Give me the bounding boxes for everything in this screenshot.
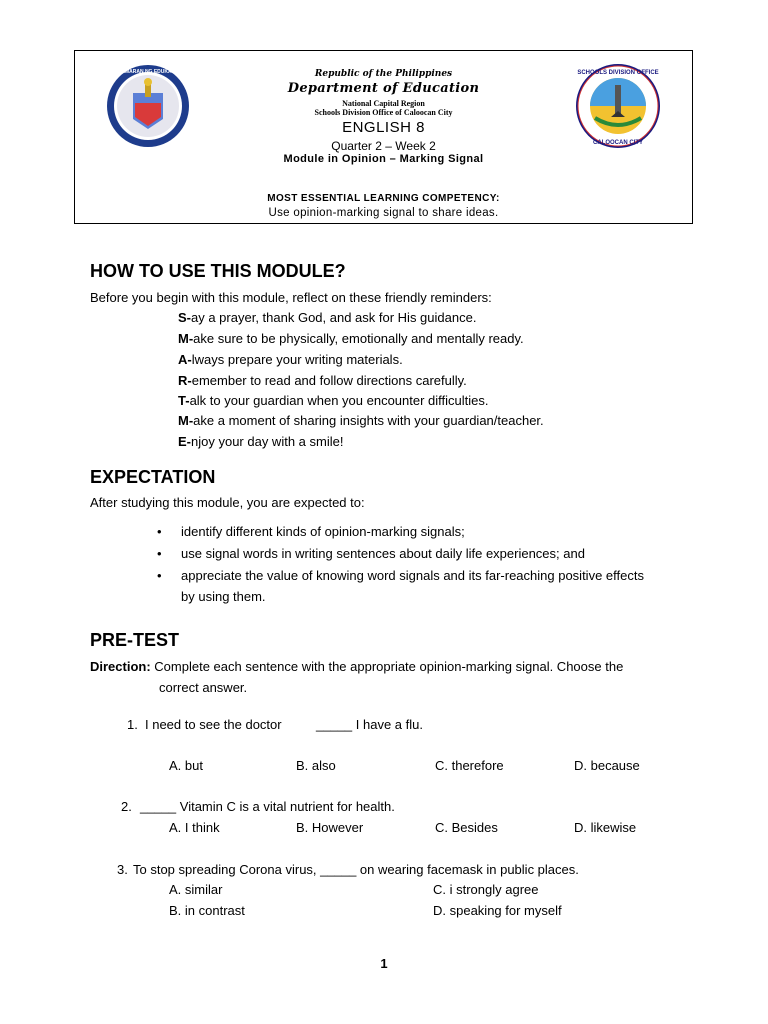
module-title: Module in Opinion – Marking Signal (283, 153, 484, 165)
answer-choice[interactable]: B. in contrast (169, 903, 245, 918)
module-header-box (74, 50, 693, 224)
bullet-icon: • (157, 524, 162, 539)
subject-title: ENGLISH 8 (342, 119, 425, 136)
quarter-week: Quarter 2 – Week 2 (331, 139, 436, 153)
reminder-item: E-njoy your day with a smile! (178, 434, 344, 449)
answer-choice[interactable]: C. i strongly agree (433, 882, 539, 897)
expectation-intro: After studying this module, you are expected to: (90, 495, 365, 510)
region-name: National Capital Region (342, 99, 425, 108)
svg-text:CALOOCAN CITY: CALOOCAN CITY (593, 140, 643, 146)
reminder-item: T-alk to your guardian when you encounter difficulties. (178, 393, 489, 408)
sdo-caloocan-seal-logo (575, 63, 661, 149)
pretest-direction-continued: correct answer. (159, 680, 248, 695)
department-name: Department of Education (287, 81, 480, 96)
pretest-heading: PRE-TEST (90, 630, 180, 650)
reminder-item: M-ake sure to be physically, emotionally and mentally ready. (178, 331, 524, 346)
answer-choice[interactable]: C. Besides (435, 820, 498, 835)
reminder-item: M-ake a moment of sharing insights with your guardian/teacher. (178, 413, 544, 428)
how-to-heading: HOW TO USE THIS MODULE? (90, 261, 346, 281)
pretest-direction: Direction: Complete each sentence with the appropriate opinion-marking signal. Choose the (90, 659, 624, 674)
answer-choice[interactable]: C. therefore (435, 758, 504, 773)
republic-line: Republic of the Philippines (314, 69, 453, 79)
answer-choice[interactable]: A. I think (169, 820, 220, 835)
page-number: 1 (380, 956, 388, 971)
question-number: 2. (121, 799, 132, 814)
reminder-item: S-ay a prayer, thank God, and ask for His guidance. (178, 310, 477, 325)
question-number: 3. (117, 862, 128, 877)
question-stem: I need to see the doctor (145, 717, 282, 732)
reminder-item: R-emember to read and follow directions carefully. (178, 373, 467, 388)
expectation-item: appreciate the value of knowing word signals and its far-reaching positive effects (181, 568, 644, 583)
answer-choice[interactable]: D. because (574, 758, 640, 773)
answer-choice[interactable]: B. However (296, 820, 364, 835)
reminder-item: A-lways prepare your writing materials. (178, 352, 403, 367)
answer-choice[interactable]: D. likewise (574, 820, 637, 835)
division-name: Schools Division Office of Caloocan City (314, 108, 453, 117)
question-stem: _____ Vitamin C is a vital nutrient for health. (140, 799, 395, 814)
expectation-item-continued: by using them. (181, 589, 266, 604)
bullet-icon: • (157, 546, 162, 561)
expectation-item: identify different kinds of opinion-marking signals; (181, 524, 465, 539)
answer-choice[interactable]: B. also (296, 758, 336, 773)
how-to-intro: Before you begin with this module, reflect on these friendly reminders: (90, 290, 492, 305)
bullet-icon: • (157, 568, 162, 583)
expectation-item: use signal words in writing sentences about daily life experiences; and (181, 546, 585, 561)
svg-text:KAGAWARAN NG EDUKASYON: KAGAWARAN NG EDUKASYON (110, 69, 186, 75)
answer-choice[interactable]: D. speaking for myself (433, 903, 562, 918)
question-stem-blank: _____ I have a flu. (316, 717, 423, 732)
answer-choice[interactable]: A. similar (169, 882, 223, 897)
melc-heading: MOST ESSENTIAL LEARNING COMPETENCY: (267, 193, 500, 204)
svg-text:SCHOOLS DIVISION OFFICE: SCHOOLS DIVISION OFFICE (577, 70, 659, 76)
question-stem: To stop spreading Corona virus, _____ on wearing facemask in public places. (133, 862, 579, 877)
question-number: 1. (127, 717, 138, 732)
answer-choice[interactable]: A. but (169, 758, 203, 773)
expectation-heading: EXPECTATION (90, 467, 216, 487)
melc-text: Use opinion-marking signal to share ideas. (268, 207, 499, 219)
